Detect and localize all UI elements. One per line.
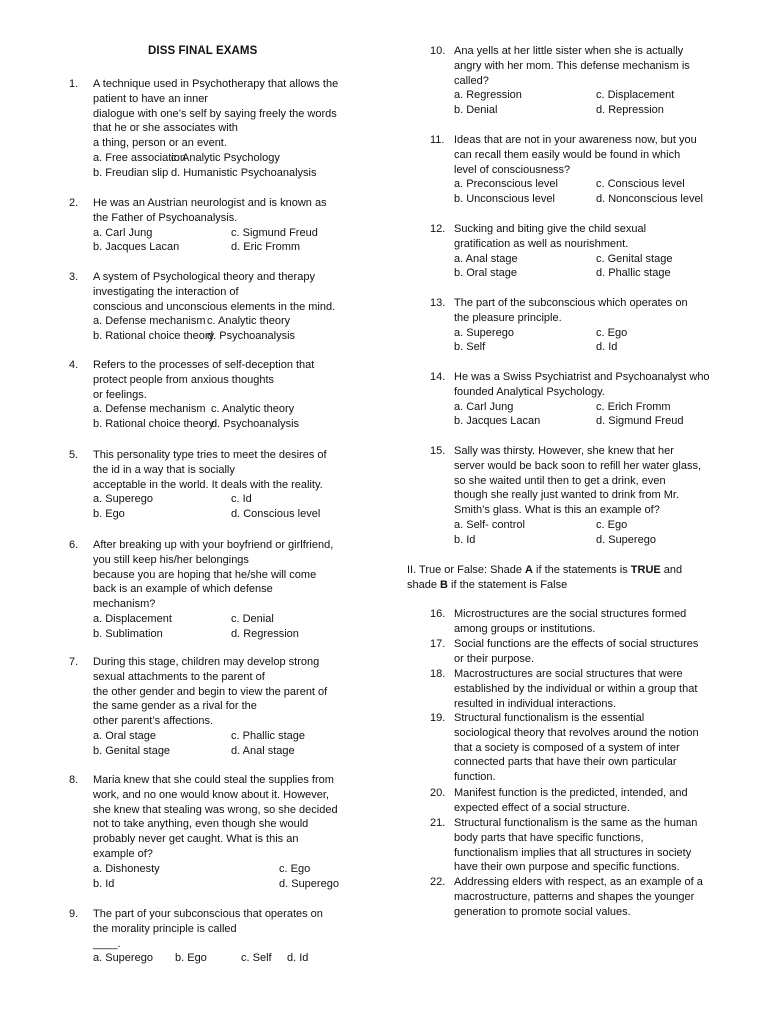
question-text: that he or she associates with — [93, 122, 238, 135]
answer-options-row — [93, 166, 369, 181]
question-text: Refers to the processes of self-deception that — [93, 359, 315, 371]
answer-options-row — [93, 627, 369, 642]
answer-options-row — [93, 862, 369, 877]
answer-options-row — [454, 177, 730, 192]
answer-options-row — [93, 151, 369, 166]
answer-options-row — [93, 402, 369, 417]
statement-text: that a society is composed of a system of inter — [454, 741, 680, 754]
statement-text: have their own purpose and specific functions. — [454, 861, 680, 874]
answer-option[interactable]: d. Conscious level — [231, 508, 321, 521]
true-false-item — [430, 637, 730, 667]
question-text: protect people from anxious thoughts — [93, 373, 275, 386]
question-text: because you are hoping that he/she will come — [93, 568, 317, 581]
item-number: 16. — [430, 608, 446, 620]
question — [69, 196, 369, 255]
question-text: the morality principle is called — [93, 922, 237, 935]
question-text: level of consciousness? — [454, 163, 571, 176]
answer-options-row — [454, 340, 730, 355]
answer-option[interactable]: c. Self — [241, 952, 272, 965]
question-text: He was an Austrian neurologist and is known as — [93, 197, 327, 209]
statement-text: Structural functionalism is the same as the human — [454, 817, 698, 829]
question-text: Ideas that are not in your awareness now, but you — [454, 134, 697, 146]
question — [69, 773, 369, 891]
statement-text: Microstructures are the social structures formed — [454, 608, 687, 620]
instruction-text: and — [660, 564, 683, 576]
question-number: 5. — [69, 449, 79, 461]
statement-text: generation to promote social values. — [454, 905, 631, 918]
question-number: 3. — [69, 271, 79, 283]
statement-text: Manifest function is the predicted, intended, and — [454, 787, 688, 799]
answer-option[interactable]: b. Genital stage — [93, 744, 171, 757]
answer-option[interactable]: a. Regression — [454, 89, 522, 102]
question — [69, 358, 369, 432]
question-number: 9. — [69, 908, 79, 920]
answer-options-row — [93, 951, 369, 966]
question — [430, 44, 730, 118]
question-text: After breaking up with your boyfriend or girlfriend, — [93, 539, 334, 551]
question — [430, 133, 730, 207]
answer-option[interactable]: b. Ego — [175, 952, 207, 965]
answer-option[interactable]: d. Repression — [596, 104, 664, 117]
answer-option[interactable]: d. Psychoanalysis — [211, 418, 300, 431]
question-text: Maria knew that she could steal the supplies from — [93, 774, 334, 786]
statement-text: Structural functionalism is the essential — [454, 712, 645, 724]
answer-option[interactable]: a. Self- control — [454, 518, 525, 531]
question-text: investigating the interaction of — [93, 285, 239, 298]
statement-text: Social functions are the effects of social structures — [454, 638, 699, 650]
answer-options-row — [93, 744, 369, 759]
answer-options-row — [454, 400, 730, 415]
answer-option[interactable]: d. Id — [287, 952, 309, 965]
answer-options-row — [454, 414, 730, 429]
answer-option[interactable]: c. Erich Fromm — [596, 400, 671, 413]
question — [430, 370, 730, 429]
question-text: a thing, person or an event. — [93, 137, 227, 150]
true-false-item — [430, 607, 730, 637]
statement-text: body parts that have specific functions, — [454, 831, 644, 844]
answer-option[interactable]: a. Anal stage — [454, 252, 518, 265]
answer-options-row — [93, 612, 369, 627]
answer-option[interactable]: d. Sigmund Freud — [596, 415, 684, 428]
question-text: He was a Swiss Psychiatrist and Psychoanalyst who — [454, 371, 710, 383]
answer-option[interactable]: c. Sigmund Freud — [231, 226, 318, 239]
question-number: 12. — [430, 223, 446, 235]
answer-options-row — [93, 729, 369, 744]
item-number: 17. — [430, 638, 446, 650]
answer-option[interactable]: a. Preconscious level — [454, 178, 558, 191]
instruction-bold-a: A — [525, 564, 533, 576]
item-number: 18. — [430, 668, 446, 680]
statement-text: resulted in individual interactions. — [454, 697, 617, 710]
answer-option[interactable]: b. Self — [454, 341, 486, 354]
answer-option[interactable]: c. Displacement — [596, 89, 675, 102]
instruction-text: if the statement is False — [447, 579, 568, 591]
answer-option[interactable]: d. Anal stage — [231, 744, 295, 757]
question-text: Sucking and biting give the child sexual — [454, 223, 647, 235]
question-text: A technique used in Psychotherapy that allows the — [93, 78, 339, 90]
question-number: 7. — [69, 656, 79, 668]
question — [69, 77, 369, 181]
question-text: or feelings. — [93, 388, 147, 401]
statement-text: function. — [454, 771, 496, 784]
question-text: the Father of Psychoanalysis. — [93, 211, 238, 224]
answer-option[interactable]: d. Nonconscious level — [596, 193, 704, 206]
answer-option[interactable]: a. Superego — [454, 326, 514, 339]
answer-options-row — [93, 492, 369, 507]
true-false-item — [430, 711, 730, 785]
question-text: can recall them easily would be found in which — [454, 148, 681, 161]
answer-options-row — [454, 533, 730, 548]
question-text: A system of Psychological theory and therapy — [93, 271, 315, 283]
answer-option[interactable]: c. Ego — [279, 862, 311, 875]
question-text: not to take anything, even though she would — [93, 818, 309, 831]
question — [69, 270, 369, 344]
statement-text: Macrostructures are social structures that were — [454, 668, 683, 680]
question-text: the pleasure principle. — [454, 311, 562, 324]
item-number: 21. — [430, 817, 446, 829]
answer-option[interactable]: c. Genital stage — [596, 252, 673, 265]
answer-option[interactable]: a. Oral stage — [93, 729, 156, 742]
answer-option[interactable]: d. Humanistic Psychoanalysis — [171, 166, 317, 179]
question-number: 15. — [430, 445, 446, 457]
true-false-item — [430, 816, 730, 875]
answer-option[interactable]: b. Rational choice theory — [93, 418, 215, 431]
question-text: acceptable in the world. It deals with the reality. — [93, 478, 323, 491]
answer-option[interactable]: c. Analytic theory — [211, 403, 295, 416]
question-text: work, and no one would know about it. However, — [93, 788, 330, 801]
instruction-bold-b: B — [440, 579, 448, 591]
question-text: This personality type tries to meet the desires of — [93, 449, 327, 461]
statement-text: Addressing elders with respect, as an example of a — [454, 876, 703, 888]
question-text: so she waited until then to get a drink, even — [454, 474, 666, 487]
answer-option[interactable]: d. Eric Fromm — [231, 241, 301, 254]
question-text: other parent’s affections. — [93, 715, 214, 728]
answer-option[interactable]: c. Analytic Psychology — [171, 151, 280, 164]
true-false-item — [430, 786, 730, 816]
answer-option[interactable]: a. Defense mechanism — [93, 315, 206, 328]
answer-options-row — [454, 266, 730, 281]
answer-option[interactable]: b. Jacques Lacan — [93, 241, 180, 254]
answer-option[interactable]: b. Denial — [454, 104, 498, 117]
answer-option[interactable]: c. Ego — [596, 518, 628, 531]
question-number: 2. — [69, 197, 79, 209]
question-number: 14. — [430, 371, 446, 383]
answer-options-row — [93, 417, 369, 432]
answer-option[interactable]: a. Superego — [93, 493, 153, 506]
section-2-instructions — [407, 563, 707, 593]
statement-text: sociological theory that revolves around the notion — [454, 726, 699, 739]
statement-text: or their purpose. — [454, 652, 535, 665]
statement-text: established by the individual or within a group that — [454, 682, 698, 695]
question-text: Ana yells at her little sister when she is actually — [454, 45, 684, 57]
answer-options-row — [454, 103, 730, 118]
question — [430, 296, 730, 355]
instruction-text: II. True or False: Shade — [407, 564, 526, 576]
item-number: 19. — [430, 712, 446, 724]
question-text: dialogue with one’s self by saying freely the words — [93, 107, 337, 120]
answer-option[interactable]: b. Id — [93, 877, 115, 890]
question-text: During this stage, children may develop strong — [93, 656, 320, 668]
question-text: probably never get caught. What is this an — [93, 833, 299, 846]
answer-option[interactable]: d. Id — [596, 341, 618, 354]
answer-options-row — [93, 226, 369, 241]
question — [69, 538, 369, 642]
question-text: Sally was thirsty. However, she knew that her — [454, 445, 674, 457]
question-text: ____. — [93, 937, 121, 950]
answer-option[interactable]: b. Jacques Lacan — [454, 415, 541, 428]
answer-options-row — [93, 507, 369, 522]
answer-option[interactable]: b. Freudian slip — [93, 166, 169, 179]
question — [430, 222, 730, 281]
question-text: The part of your subconscious that operates on — [93, 908, 323, 920]
statement-text: expected effect of a social structure. — [454, 801, 630, 814]
question-text: the id in a way that is socially — [93, 463, 235, 476]
answer-option[interactable]: c. Ego — [596, 326, 628, 339]
answer-option[interactable]: d. Regression — [231, 627, 299, 640]
question — [430, 444, 730, 548]
instruction-bold-true: TRUE — [630, 564, 661, 576]
answer-options-row — [93, 877, 369, 892]
answer-option[interactable]: b. Id — [454, 533, 476, 546]
answer-options-row — [454, 88, 730, 103]
answer-option[interactable]: a. Displacement — [93, 612, 172, 625]
answer-option[interactable]: c. Phallic stage — [231, 729, 305, 742]
answer-option[interactable]: d. Phallic stage — [596, 267, 671, 280]
question-text: conscious and unconscious elements in the mind. — [93, 300, 336, 313]
statement-text: among groups or institutions. — [454, 622, 596, 635]
question-text: sexual attachments to the parent of — [93, 670, 265, 683]
answer-option[interactable]: b. Oral stage — [454, 267, 517, 280]
answer-option[interactable]: c. Denial — [231, 612, 274, 625]
question-number: 4. — [69, 359, 79, 371]
answer-option[interactable]: a. Free association — [93, 151, 186, 164]
question-number: 8. — [69, 774, 79, 786]
item-number: 22. — [430, 876, 446, 888]
statement-text: connected parts that have their own particular — [454, 756, 677, 769]
answer-option[interactable]: a. Superego — [93, 952, 153, 965]
answer-options-row — [93, 314, 369, 329]
answer-option[interactable]: d. Superego — [596, 533, 656, 546]
question-text: mechanism? — [93, 598, 156, 611]
answer-options-row — [454, 192, 730, 207]
question-number: 1. — [69, 78, 79, 90]
answer-option[interactable]: a. Dishonesty — [93, 862, 160, 875]
statement-text: macrostructure, patterns and shapes the younger — [454, 890, 695, 903]
question-number: 6. — [69, 539, 79, 551]
question — [69, 907, 369, 966]
answer-options-row — [93, 329, 369, 344]
question-text: gratification as well as nourishment. — [454, 237, 629, 250]
question-text: patient to have an inner — [93, 92, 208, 105]
question-text: back is an example of which defense — [93, 583, 273, 596]
question-text: called? — [454, 74, 489, 87]
answer-option[interactable]: b. Unconscious level — [454, 193, 555, 206]
answer-option[interactable]: a. Defense mechanism — [93, 403, 206, 416]
question-text: server would be back soon to refill her water glass, — [454, 459, 702, 472]
statement-text: functionalism implies that all structures in society — [454, 846, 692, 859]
answer-option[interactable]: c. Id — [231, 493, 252, 506]
question-text: The part of the subconscious which operates on — [454, 297, 688, 309]
question-text: founded Analytical Psychology. — [454, 385, 605, 398]
answer-options-row — [93, 240, 369, 255]
answer-option[interactable]: a. Carl Jung — [93, 226, 153, 239]
answer-options-row — [454, 326, 730, 341]
question-text: though she really just wanted to drink from Mr. — [454, 489, 679, 502]
answer-options-row — [454, 518, 730, 533]
answer-option[interactable]: c. Analytic theory — [207, 315, 291, 328]
question-text: the same gender as a rival for the — [93, 700, 257, 713]
instruction-text: shade — [407, 579, 441, 591]
answer-option[interactable]: b. Rational choice theory — [93, 330, 215, 343]
instruction-text: if the statements is — [532, 564, 631, 576]
answer-option[interactable]: d. Superego — [279, 877, 339, 890]
question-text: angry with her mom. This defense mechanism is — [454, 59, 690, 72]
answer-option[interactable]: b. Ego — [93, 508, 125, 521]
true-false-item — [430, 667, 730, 711]
question-text: you still keep his/her belongings — [93, 553, 249, 566]
answer-option[interactable]: c. Conscious level — [596, 178, 685, 191]
item-number: 20. — [430, 787, 446, 799]
question-number: 11. — [430, 134, 445, 146]
exam-title: DISS FINAL EXAMS — [148, 45, 258, 57]
question-number: 10. — [430, 45, 446, 57]
true-false-item — [430, 875, 730, 919]
question — [69, 448, 369, 522]
question-text: Smith’s glass. What is this an example of? — [454, 504, 660, 517]
question-text: she knew that stealing was wrong, so she decided — [93, 803, 338, 816]
question-number: 13. — [430, 297, 446, 309]
answer-option[interactable]: d. Psychoanalysis — [207, 330, 296, 343]
answer-option[interactable]: a. Carl Jung — [454, 400, 514, 413]
question-text: the other gender and begin to view the parent of — [93, 685, 328, 698]
answer-options-row — [454, 252, 730, 267]
question — [69, 655, 369, 759]
answer-option[interactable]: b. Sublimation — [93, 627, 163, 640]
question-text: example of? — [93, 847, 153, 860]
